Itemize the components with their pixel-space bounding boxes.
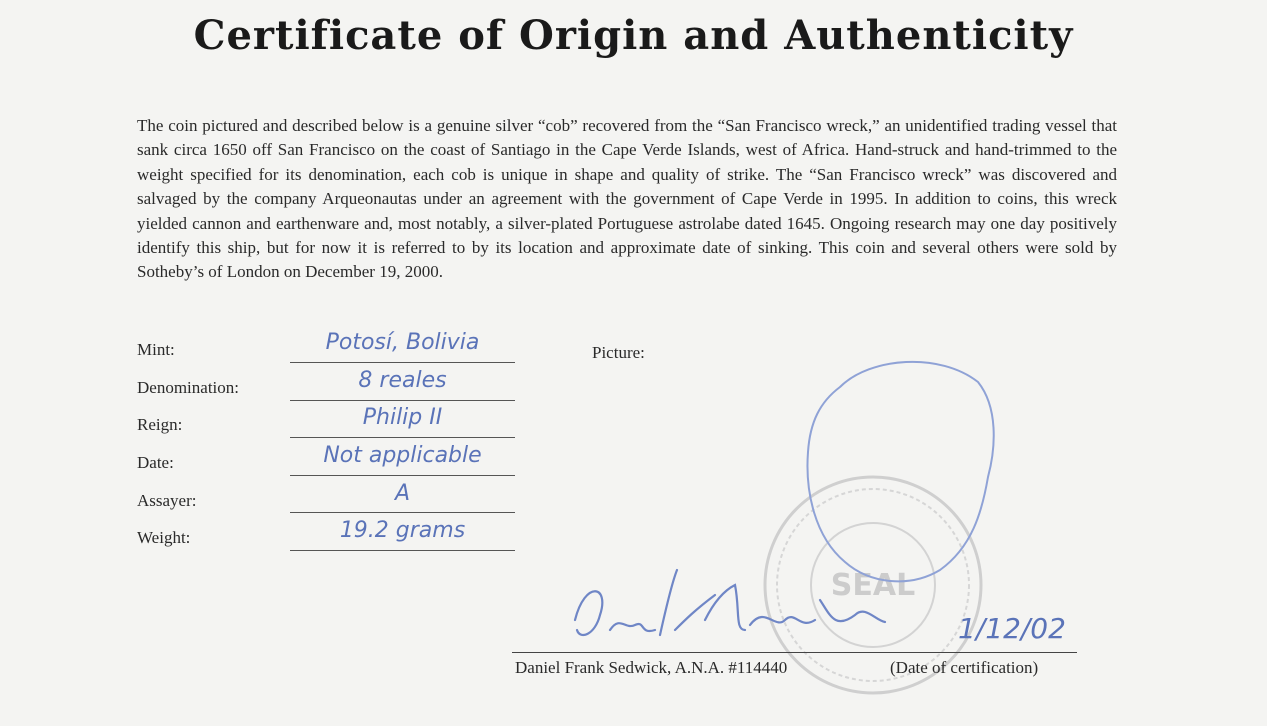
certificate-description: The coin pictured and described below is a genuine silver “cob” recovered from the “San Francisco wreck,” an unidentified trading vessel that sank circa 1650 off San Francisco on the coast of Santiago in the Cape Verde Islands, west of Africa. Hand-struck and hand-trimmed to the weight specified for its denomination, each cob is unique in shape and quality of strike. The “San Francisco wreck” was discovered and salvaged by the company Arqueonautas under an agreement with the government of Cape Verde in 1995. In addition to coins, this wreck yielded cannon and earthenware and, most notably, a silver-plated Portuguese astrolabe dated 1645. Ongoing research may one day positively identify this ship, but for now it is referred to by its location and approximate date of sinking. This coin and several others were sold by Sotheby’s of London on December 19, 2000. [137,116,1117,282]
field-line-reign [290,437,515,438]
field-line-mint [290,362,515,363]
field-label-reign: Reign: [137,415,183,434]
field-value-weight: 19.2 grams [339,518,466,543]
field-label-date: Date: [137,453,174,472]
signature-icon [565,560,895,660]
field-value-date: Not applicable [323,443,482,468]
coin-outline-drawing [800,352,1000,587]
field-label-denomination: Denomination: [137,378,239,397]
field-line-denomination [290,400,515,401]
field-value-reign: Philip II [362,405,443,430]
field-value-assayer: A [394,481,411,506]
signer-name: Daniel Frank Sedwick, A.N.A. #114440 [515,658,788,677]
field-line-date [290,475,515,476]
field-value-mint: Potosí, Bolivia [325,330,480,355]
field-line-weight [290,550,515,551]
date-of-certification-caption: (Date of certification) [890,658,1039,677]
field-label-weight: Weight: [137,528,191,547]
picture-label: Picture: [592,343,645,362]
field-line-assayer [290,512,515,513]
certificate-title: Certificate of Origin and Authenticity [193,12,1074,59]
field-label-assayer: Assayer: [137,491,197,510]
field-label-mint: Mint: [137,340,175,359]
seal-text: SEAL [830,568,916,603]
certification-date-value: 1/12/02 [958,612,1066,645]
signature-line [512,652,1077,653]
field-value-denomination: 8 reales [358,368,447,393]
